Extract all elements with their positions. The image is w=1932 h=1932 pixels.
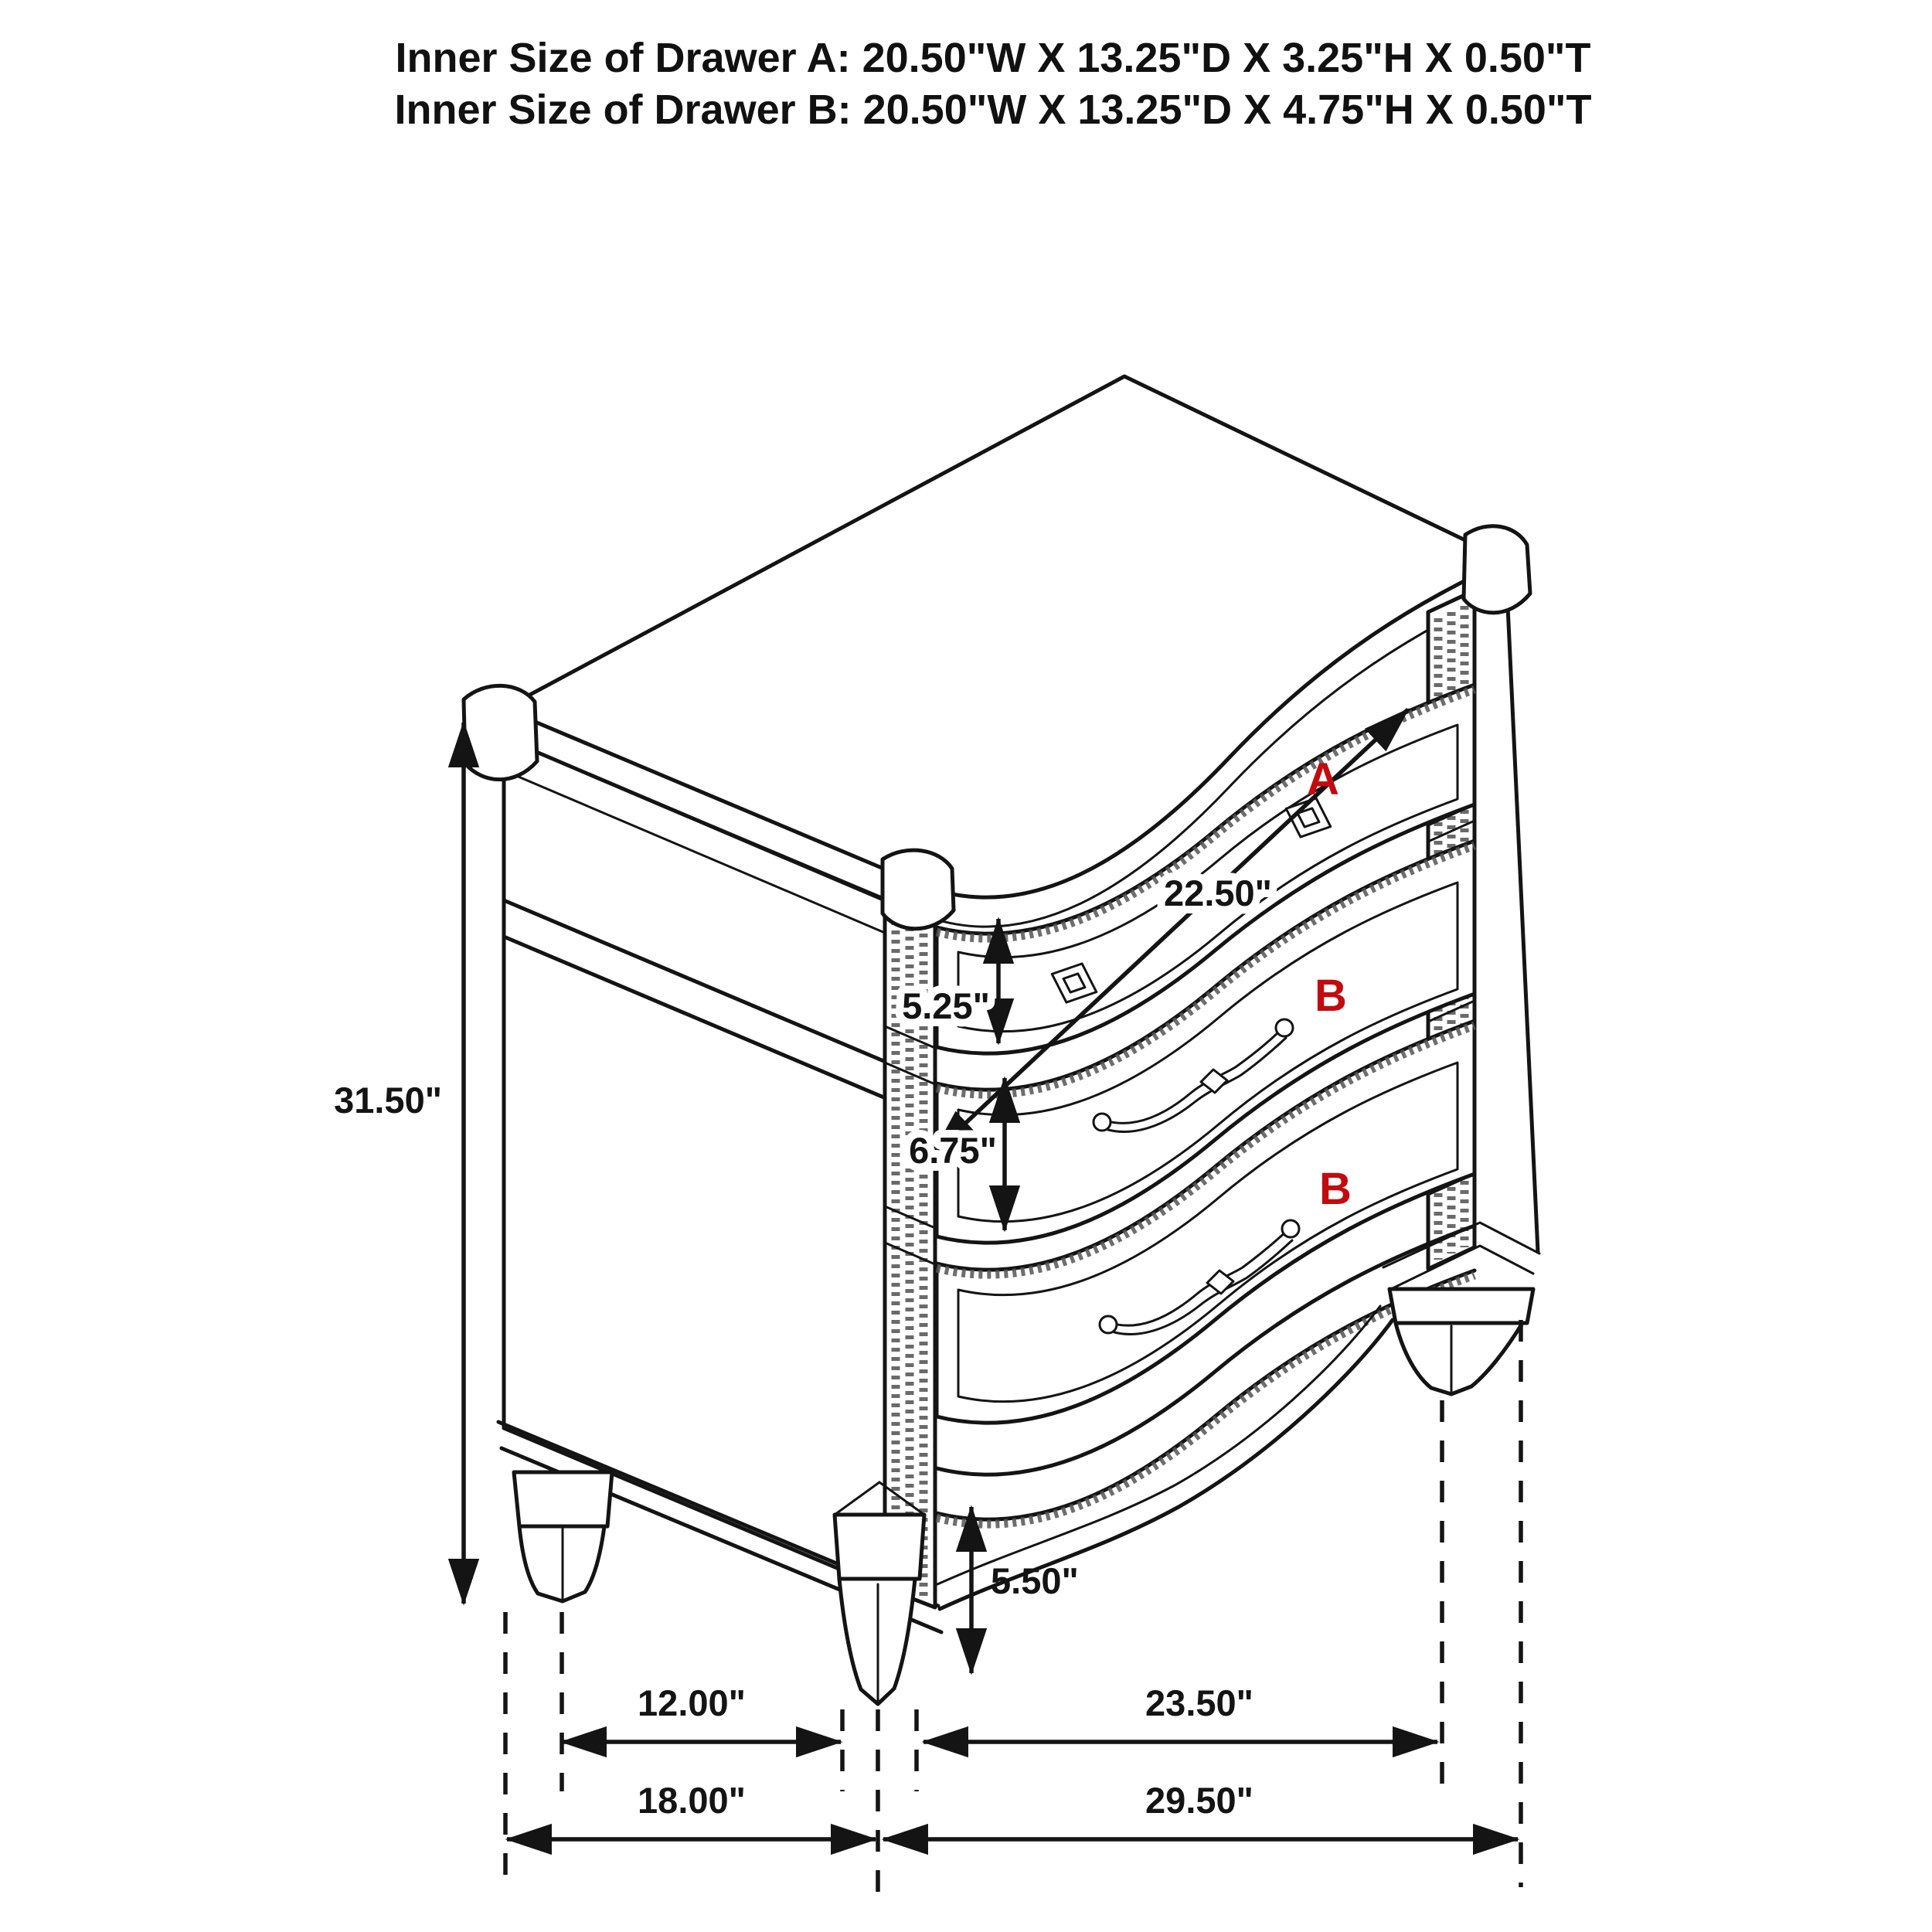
dim-overall-height-label: 31.50"	[334, 1080, 442, 1121]
dim-leg-spacing-width-label: 12.00"	[638, 1682, 746, 1723]
dim-drawer-b-opening-label: 6.75"	[909, 1130, 997, 1171]
right-corner-cap	[1464, 526, 1530, 613]
right-face-edge	[1507, 590, 1538, 1252]
left-side-panel	[504, 738, 885, 1588]
left-leg	[514, 1472, 612, 1601]
dim-overall-depth-label: 29.50"	[1145, 1780, 1253, 1821]
dim-overall-width-label: 18.00"	[638, 1780, 746, 1821]
drawer-a-inner-size-title: Inner Size of Drawer A: 20.50"W X 13.25"D X 3.25"H X 0.50"T	[395, 35, 1591, 81]
drawer-b1-letter: B	[1315, 971, 1347, 1021]
drawer-b-inner-size-title: Inner Size of Drawer B: 20.50"W X 13.25"D X 4.75"H X 0.50"T	[394, 87, 1592, 133]
front-leg	[835, 1482, 924, 1704]
dim-drawer-front-width-label: 22.50"	[1164, 872, 1272, 913]
left-corner-cap	[464, 685, 537, 779]
nightstand-drawing	[464, 376, 1539, 1704]
title-block	[394, 35, 1591, 133]
dim-leg-spacing-depth-label: 23.50"	[1145, 1682, 1253, 1723]
front-corner-cap	[883, 850, 954, 929]
dim-leg-height-label: 5.50"	[991, 1560, 1079, 1601]
dim-drawer-a-opening-label: 5.25"	[902, 985, 990, 1026]
drawer-a-letter: A	[1307, 754, 1339, 804]
drawer-b2-letter: B	[1319, 1164, 1352, 1214]
